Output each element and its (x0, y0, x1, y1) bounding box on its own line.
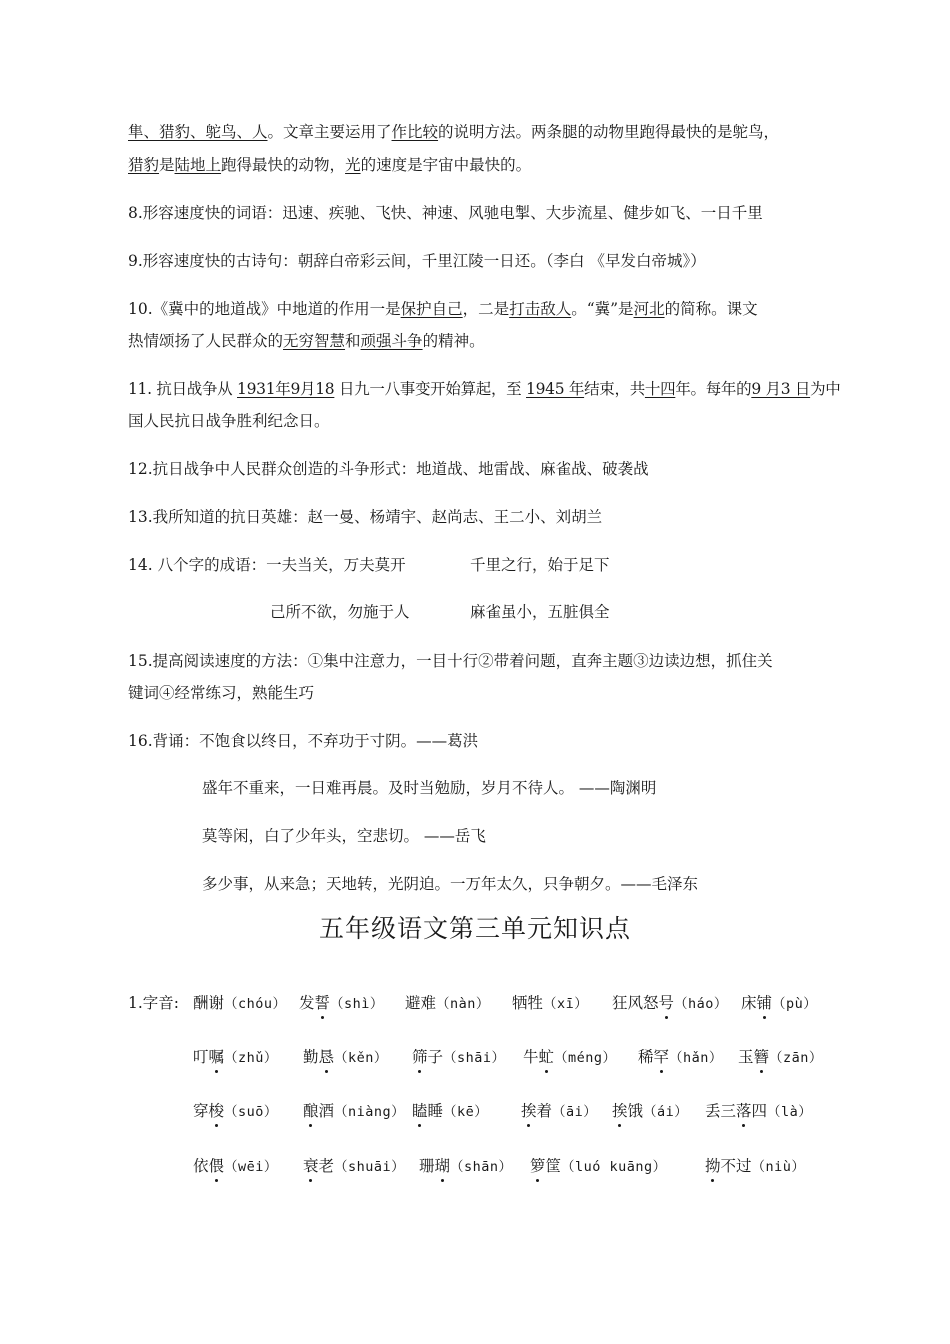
pinyin-reading: （shāi） (443, 1050, 506, 1066)
dotted-character: 落 (736, 1102, 752, 1120)
underlined-answer: 9 月3 日 (751, 380, 811, 398)
pinyin-entry (299, 992, 384, 1015)
pinyin-entry (193, 1046, 278, 1069)
dotted-character: 瞌 (412, 1102, 428, 1120)
pinyin-reading: （niàng） (334, 1104, 406, 1120)
text: 年。每年的 (675, 380, 752, 398)
dotted-character: 挨 (612, 1102, 628, 1120)
item-10 (128, 298, 758, 320)
dotted-character: 酿 (303, 1102, 319, 1120)
pinyin-entry (512, 992, 588, 1015)
item-14-idiom-2: 千里之行，始于足下 (470, 556, 610, 574)
pinyin-reading: （xī） (543, 996, 589, 1012)
pinyin-entry (523, 1046, 617, 1069)
word-text: 床 (741, 994, 757, 1012)
pinyin-entry (612, 1100, 688, 1123)
section-title: 五年级语文第三单元知识点 (318, 914, 631, 943)
underlined-answer: 打击敌人 (509, 300, 572, 318)
word-text: 饿 (627, 1102, 644, 1120)
dotted-character: 箩 (530, 1157, 546, 1175)
pinyin-reading: （wēi） (224, 1159, 278, 1175)
text: ，二是 (462, 300, 510, 318)
pinyin-entry (638, 1046, 723, 1069)
pinyin-entry (612, 992, 728, 1015)
pinyin-entry (193, 1155, 278, 1178)
word-text: 发 (299, 994, 315, 1012)
pinyin-entry (405, 992, 490, 1015)
underlined-answer: 保护自己 (400, 300, 463, 318)
text: 和 (345, 332, 361, 350)
pinyin-entry (521, 1100, 597, 1123)
recitation-line: 莫等闲，白了少年头，空悲切。 ——岳飞 (202, 827, 486, 845)
dotted-character: 虻 (538, 1048, 555, 1066)
text: 的简称。课文 (664, 300, 758, 318)
pinyin-reading: （nàn） (436, 996, 490, 1012)
pinyin-reading: （suō） (224, 1104, 278, 1120)
dotted-character: 拗 (705, 1157, 721, 1175)
text: 热情颂扬了人民群众的 (128, 332, 284, 350)
pinyin-entry (530, 1155, 667, 1178)
underlined-answer: 顽强斗争 (360, 332, 423, 350)
pinyin-entry (412, 1046, 506, 1069)
underlined-answer: 光 (345, 156, 361, 174)
recitation-line: 多少事，从来急；天地转，光阴迫。一万年太久，只争朝夕。——毛泽东 (202, 875, 699, 893)
word-text: 难 (420, 994, 437, 1012)
pinyin-reading: （háo） (674, 996, 728, 1012)
item-14 (128, 554, 406, 576)
underlined-answer: 1931年9月18 (237, 380, 335, 398)
dotted-character: 铺 (756, 994, 773, 1012)
word-text: 不过 (720, 1157, 752, 1175)
word-text: 叮 (193, 1048, 209, 1066)
underlined-answer: 河北 (633, 300, 665, 318)
pinyin-entry (193, 992, 287, 1015)
dotted-character: 簪 (753, 1048, 770, 1066)
pinyin-label: 1.字音: (128, 994, 180, 1012)
pinyin-entry (303, 1155, 405, 1178)
text: 的速度是宇宙中最快的。 (360, 156, 532, 174)
item-11-cont: 国人民抗日战争胜利纪念日。 (128, 412, 330, 430)
text: 10.《冀中的地道战》中地道的作用一是 (128, 300, 401, 318)
pinyin-reading: （là） (767, 1104, 813, 1120)
pinyin-reading: （āi） (552, 1104, 598, 1120)
text: 。“冀”是 (571, 300, 634, 318)
pinyin-reading: （chóu） (224, 996, 287, 1012)
pinyin-reading: （kē） (443, 1104, 489, 1120)
item-15: 15.提高阅读速度的方法：①集中注意力，一目十行②带着问题，直奔主题③边读边想，抓住关 (128, 652, 773, 670)
pinyin-entry (303, 1100, 405, 1123)
text: 的说明方法。两条腿的动物里跑得最快的是鸵鸟， (438, 123, 780, 141)
pinyin-entry (412, 1100, 488, 1123)
pinyin-entry (705, 1155, 805, 1178)
underlined-answer: 作比较 (391, 123, 439, 141)
recitation-line: 盛年不重来，一日难再晨。及时当勉励，岁月不待人。 ——陶渊明 (202, 779, 657, 797)
pinyin-reading: （luó kuāng） (561, 1159, 667, 1175)
underlined-answer: 陆地上 (174, 156, 222, 174)
text: 是 (159, 156, 175, 174)
dotted-character: 恳 (318, 1048, 335, 1066)
pinyin-reading: （shuāi） (334, 1159, 406, 1175)
dotted-character: 瑚 (434, 1157, 451, 1175)
dotted-character: 偎 (208, 1157, 225, 1175)
pinyin-reading: （zān） (769, 1050, 823, 1066)
pinyin-reading: （shì） (330, 996, 384, 1012)
text: 的精神。 (422, 332, 485, 350)
dotted-character: 号 (658, 994, 675, 1012)
text: 为中 (810, 380, 841, 398)
word-text: 避 (405, 994, 421, 1012)
underlined-answer: 隼、猎豹、鸵鸟、人 (128, 123, 268, 141)
pinyin-reading: （kěn） (334, 1050, 388, 1066)
word-text: 子 (427, 1048, 444, 1066)
pinyin-entry (303, 1046, 388, 1069)
word-text: 酒 (318, 1102, 335, 1120)
dotted-character: 罕 (653, 1048, 670, 1066)
word-text: 牛 (523, 1048, 539, 1066)
item-13: 13.我所知道的抗日英雄：赵一曼、杨靖宇、赵尚志、王二小、刘胡兰 (128, 508, 603, 526)
text: 跑得最快的动物， (221, 156, 346, 174)
word-text: 玉 (738, 1048, 754, 1066)
word-text: 穿 (193, 1102, 209, 1120)
word-text: 丢三 (705, 1102, 737, 1120)
pinyin-reading: （niù） (751, 1159, 806, 1175)
text: 结束，共 (584, 380, 645, 398)
word-text: 牲 (527, 994, 544, 1012)
word-text: 勤 (303, 1048, 319, 1066)
item-16: 16.背诵：不饱食以终日，不弃功于寸阴。——葛洪 (128, 732, 479, 750)
pinyin-reading: （hǎn） (669, 1050, 723, 1066)
word-text: 四 (751, 1102, 768, 1120)
underlined-answer: 猎豹 (128, 156, 160, 174)
dotted-character: 誓 (314, 994, 331, 1012)
item-10-cont (128, 330, 485, 352)
word-text: 狂风怒 (612, 994, 659, 1012)
text: 11. 抗日战争从 (128, 380, 238, 398)
word-text: 老 (318, 1157, 335, 1175)
word-text: 酬 (193, 994, 209, 1012)
item-8: 8.形容速度快的词语：迅速、疾驰、飞快、神速、风驰电掣、大步流星、健步如飞、一日千里 (128, 204, 763, 222)
word-text: 依 (193, 1157, 209, 1175)
idiom: 14. 八个字的成语：一夫当关，万夫莫开 (128, 556, 406, 574)
item-9: 9.形容速度快的古诗句：朝辞白帝彩云间，千里江陵一日还。（李白 《早发白帝城》） (128, 252, 706, 270)
word-text: 着 (536, 1102, 553, 1120)
pinyin-reading: （shān） (450, 1159, 513, 1175)
underlined-answer: 1945 年 (526, 380, 585, 398)
dotted-character: 衰 (303, 1157, 319, 1175)
pinyin-entry (193, 1100, 278, 1123)
pinyin-entry (741, 992, 817, 1015)
item-11 (128, 378, 841, 400)
dotted-character: 挨 (521, 1102, 537, 1120)
word-text: 睡 (427, 1102, 444, 1120)
underlined-answer: 十四 (644, 380, 676, 398)
pinyin-reading: （méng） (554, 1050, 617, 1066)
text: 日九一八事变开始算起，至 (334, 380, 527, 398)
dotted-character: 筛 (412, 1048, 428, 1066)
text: 。文章主要运用了 (267, 123, 392, 141)
word-text: 筐 (545, 1157, 562, 1175)
word-text: 牺 (512, 994, 528, 1012)
pinyin-entry (419, 1155, 513, 1178)
paragraph-line (128, 121, 779, 143)
item-15-cont: 键词④经常练习，熟能生巧 (128, 684, 315, 702)
underlined-answer: 无穷智慧 (283, 332, 346, 350)
word-text: 稀 (638, 1048, 654, 1066)
pinyin-reading: （ái） (643, 1104, 689, 1120)
dotted-character: 梭 (208, 1102, 225, 1120)
pinyin-reading: （pù） (772, 996, 818, 1012)
item-12: 12.抗日战争中人民群众创造的斗争形式：地道战、地雷战、麻雀战、破袭战 (128, 460, 649, 478)
pinyin-entry (705, 1100, 812, 1123)
word-text: 珊 (419, 1157, 435, 1175)
word-text: 谢 (208, 994, 225, 1012)
pinyin-reading: （zhǔ） (224, 1050, 278, 1066)
pinyin-entry (738, 1046, 823, 1069)
dotted-character: 嘱 (208, 1048, 225, 1066)
item-14-idiom-4: 麻雀虽小，五脏俱全 (470, 603, 610, 621)
item-14-idiom-3: 己所不欲，勿施于人 (270, 603, 410, 621)
paragraph-line (128, 154, 531, 176)
